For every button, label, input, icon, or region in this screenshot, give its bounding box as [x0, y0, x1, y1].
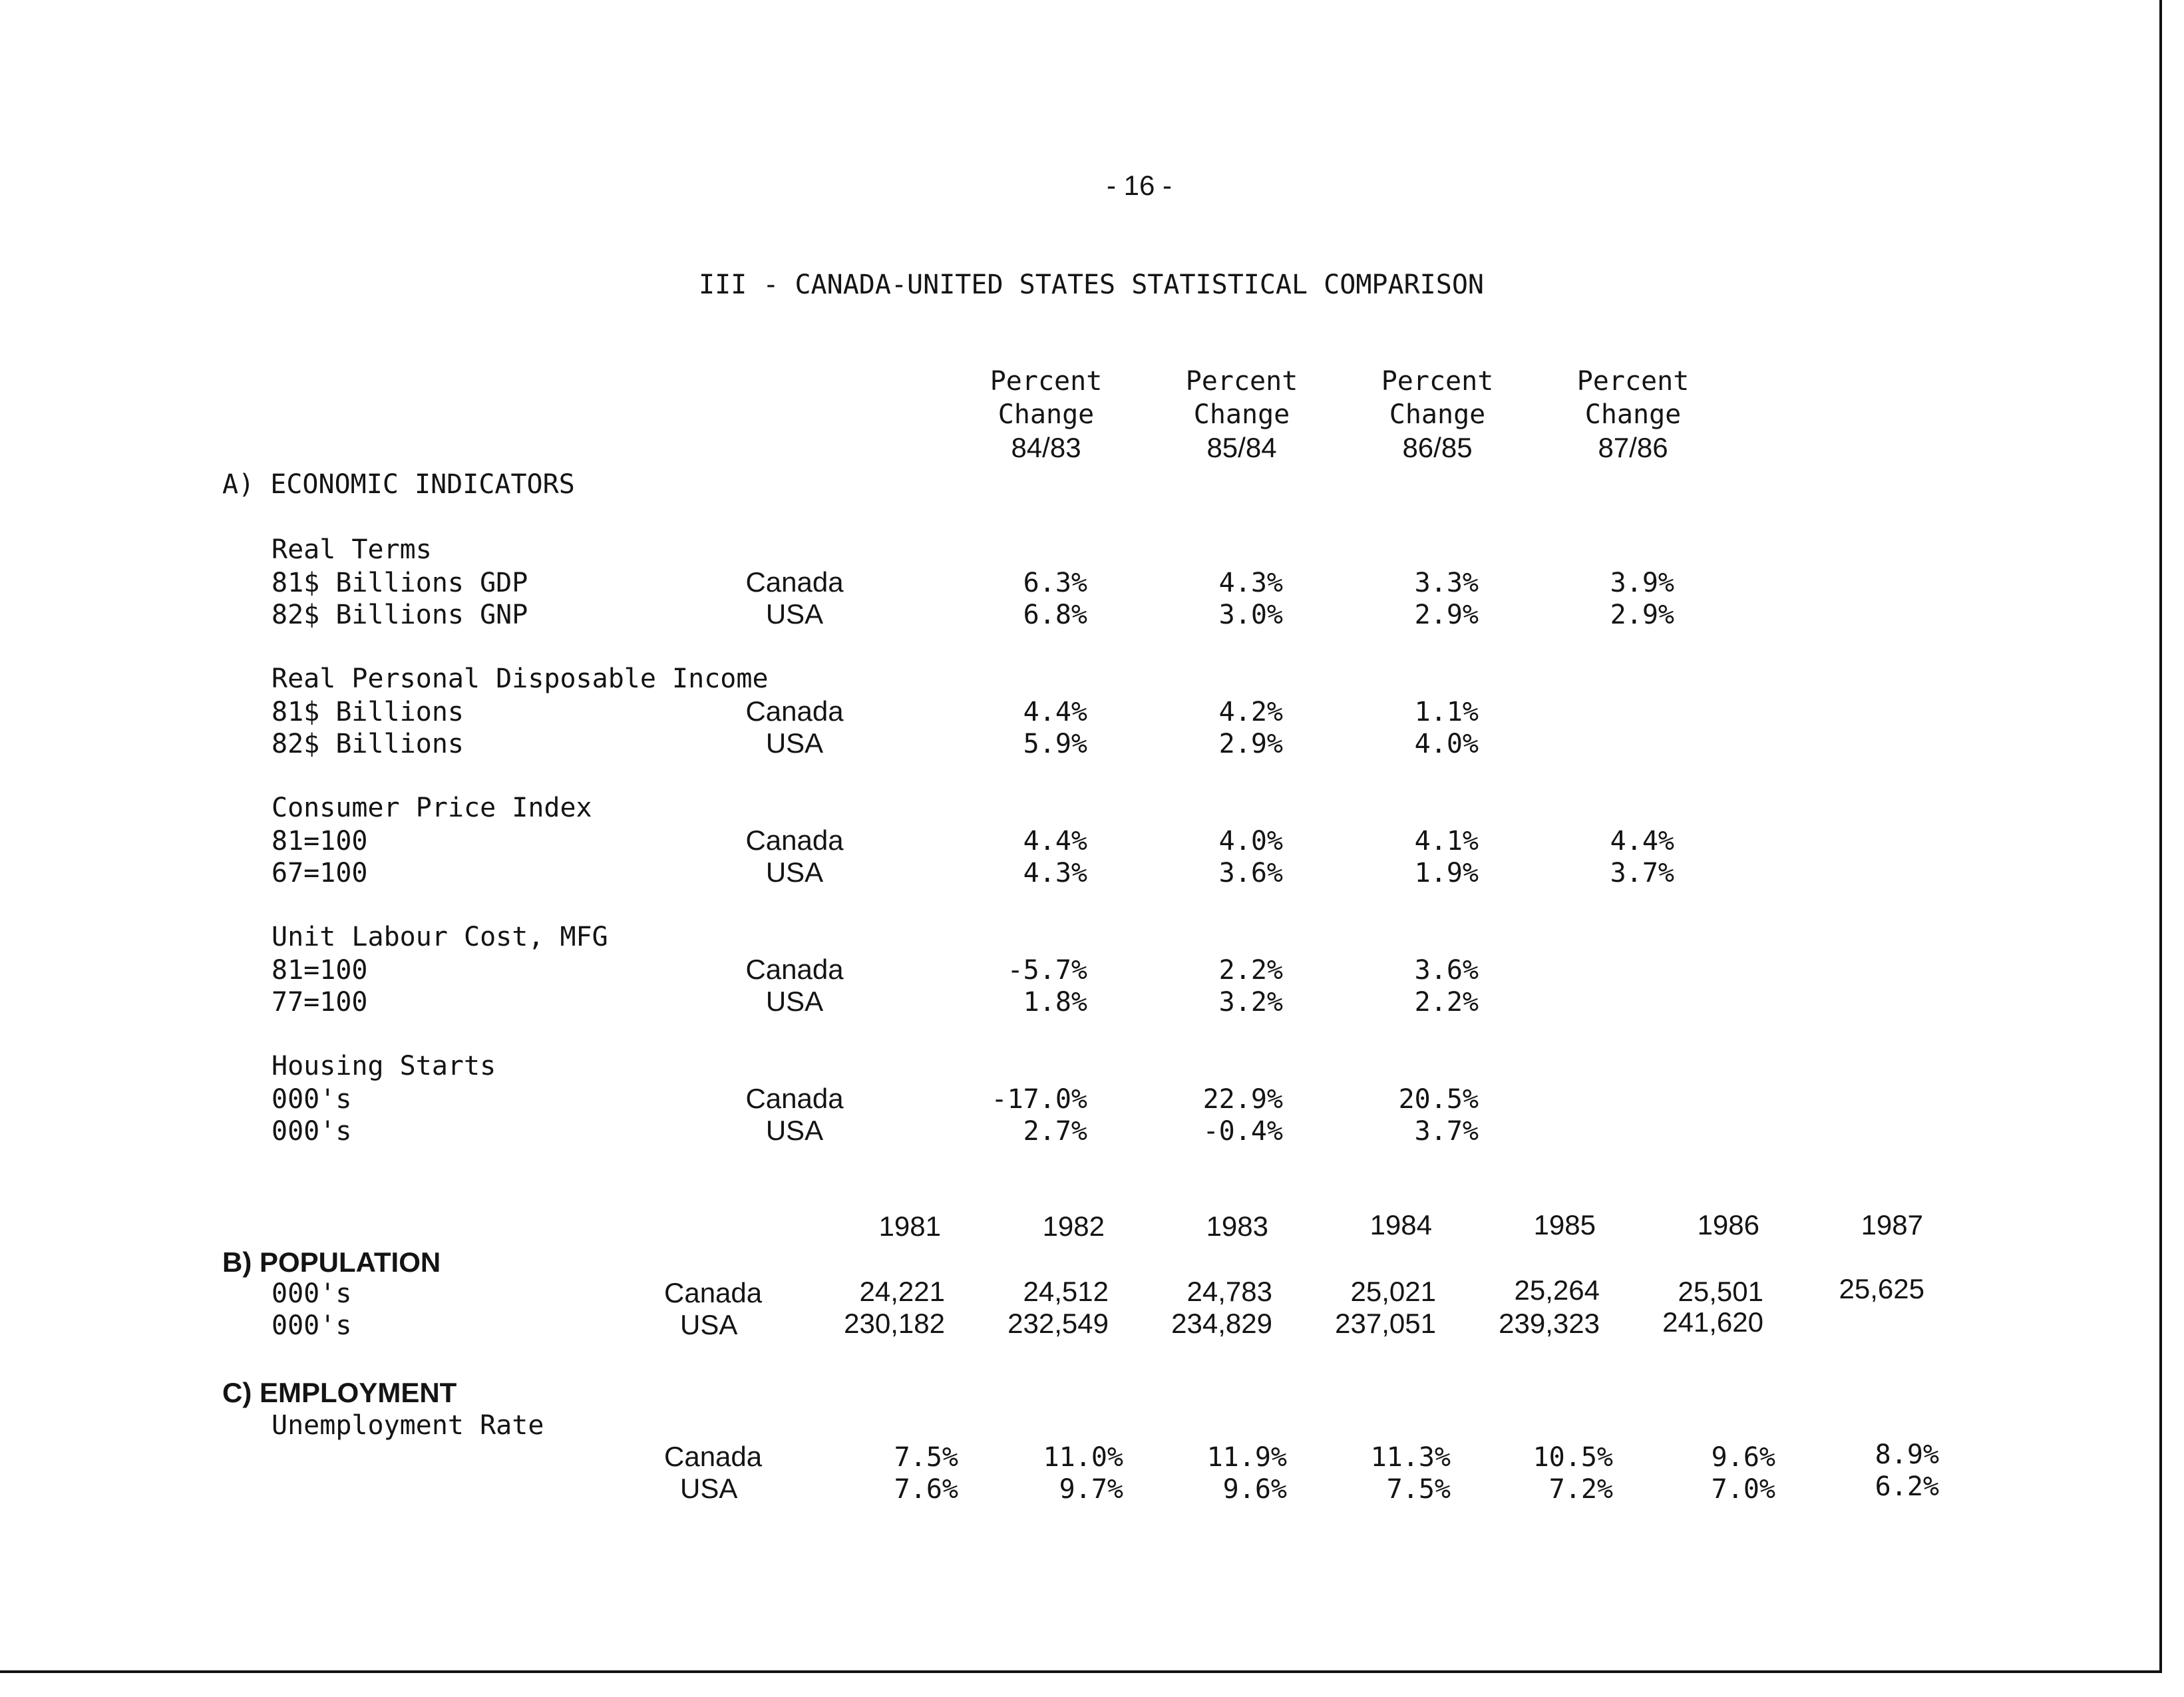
row-label: 82$ Billions	[272, 729, 464, 759]
value-cell: 1.9%	[1414, 858, 1479, 888]
value-cell: 11.9%	[1206, 1442, 1287, 1473]
value-cell: 25,625	[1839, 1273, 1924, 1304]
group-title-real-terms: Real Terms	[272, 534, 432, 565]
country-label: USA	[680, 1309, 738, 1340]
country-label: USA	[765, 986, 824, 1017]
value-cell: 232,549	[1007, 1308, 1109, 1339]
country-label: USA	[680, 1473, 738, 1504]
value-cell: 11.0%	[1043, 1442, 1123, 1473]
value-cell: 24,221	[859, 1276, 945, 1307]
year-header: 1986	[1697, 1209, 1759, 1240]
row-label: 81$ Billions	[272, 697, 464, 727]
value-cell: 6.2%	[1875, 1471, 1939, 1502]
value-cell: 4.1%	[1414, 826, 1479, 856]
column-header-86-85: Percent Change 86/85	[1381, 366, 1494, 463]
year-header: 1985	[1533, 1209, 1596, 1240]
value-cell: -17.0%	[991, 1084, 1087, 1115]
country-label: USA	[765, 856, 824, 888]
value-cell: 239,323	[1499, 1308, 1600, 1339]
value-cell: 8.9%	[1875, 1439, 1939, 1470]
group-title-disposable-income: Real Personal Disposable Income	[272, 663, 769, 694]
value-cell: -0.4%	[1202, 1116, 1283, 1147]
row-label: 81=100	[272, 955, 368, 986]
page-number: - 16 -	[1106, 170, 1173, 201]
value-cell: 237,051	[1335, 1308, 1436, 1339]
value-cell: 6.3%	[1023, 568, 1087, 598]
row-label: 000's	[272, 1310, 352, 1341]
group-title-unit-labour-cost: Unit Labour Cost, MFG	[272, 922, 608, 952]
year-header: 1981	[878, 1211, 941, 1242]
value-cell: -5.7%	[1007, 955, 1087, 986]
value-cell: 7.5%	[1386, 1474, 1451, 1505]
value-cell: 3.0%	[1218, 600, 1283, 630]
value-cell: 25,501	[1678, 1276, 1763, 1307]
value-cell: 3.7%	[1414, 1116, 1479, 1147]
value-cell: 6.8%	[1023, 600, 1087, 630]
value-cell: 10.5%	[1533, 1442, 1613, 1473]
column-header-84-83: Percent Change 84/83	[990, 366, 1103, 463]
group-title-cpi: Consumer Price Index	[272, 793, 592, 823]
value-cell: 4.0%	[1414, 729, 1479, 759]
column-header-87-86: Percent Change 87/86	[1576, 366, 1690, 463]
country-label: Canada	[745, 825, 844, 856]
value-cell: 20.5%	[1398, 1084, 1479, 1115]
value-cell: 4.3%	[1023, 858, 1087, 888]
row-label: 000's	[272, 1278, 352, 1309]
value-cell: 22.9%	[1202, 1084, 1283, 1115]
year-header: 1984	[1369, 1209, 1432, 1240]
value-cell: 3.9%	[1610, 568, 1674, 598]
country-label: Canada	[745, 954, 844, 985]
value-cell: 2.9%	[1414, 600, 1479, 630]
value-cell: 11.3%	[1370, 1442, 1451, 1473]
year-header: 1983	[1206, 1211, 1268, 1242]
section-b-heading: B) POPULATION	[222, 1246, 441, 1278]
subheading-unemployment-rate: Unemployment Rate	[272, 1410, 544, 1441]
value-cell: 7.6%	[894, 1474, 958, 1505]
value-cell: 3.6%	[1414, 955, 1479, 986]
country-label: Canada	[745, 695, 844, 727]
section-c-heading: C) EMPLOYMENT	[222, 1377, 457, 1408]
value-cell: 4.4%	[1610, 826, 1674, 856]
value-cell: 4.2%	[1218, 697, 1283, 727]
value-cell: 9.6%	[1711, 1442, 1775, 1473]
value-cell: 230,182	[844, 1308, 945, 1339]
country-label: USA	[765, 1115, 824, 1146]
row-label: 000's	[272, 1116, 352, 1147]
value-cell: 2.2%	[1218, 955, 1283, 986]
value-cell: 1.1%	[1414, 697, 1479, 727]
country-label: Canada	[745, 566, 844, 598]
value-cell: 25,264	[1514, 1274, 1600, 1306]
value-cell: 4.4%	[1023, 826, 1087, 856]
value-cell: 25,021	[1350, 1276, 1436, 1307]
value-cell: 5.9%	[1023, 729, 1087, 759]
value-cell: 3.3%	[1414, 568, 1479, 598]
country-label: Canada	[664, 1277, 763, 1308]
row-label: 67=100	[272, 858, 368, 888]
row-label: 000's	[272, 1084, 352, 1115]
value-cell: 3.7%	[1610, 858, 1674, 888]
row-label: 77=100	[272, 987, 368, 1018]
country-label: Canada	[745, 1083, 844, 1114]
row-label: 81$ Billions GDP	[272, 568, 528, 598]
value-cell: 1.8%	[1023, 987, 1087, 1018]
row-label: 82$ Billions GNP	[272, 600, 528, 630]
value-cell: 9.6%	[1222, 1474, 1287, 1505]
value-cell: 24,783	[1186, 1276, 1272, 1307]
value-cell: 4.3%	[1218, 568, 1283, 598]
value-cell: 4.4%	[1023, 697, 1087, 727]
value-cell: 24,512	[1023, 1276, 1109, 1307]
year-header: 1982	[1042, 1211, 1105, 1242]
value-cell: 3.6%	[1218, 858, 1283, 888]
section-a-heading: A) ECONOMIC INDICATORS	[222, 469, 575, 500]
year-header: 1987	[1861, 1209, 1923, 1240]
value-cell: 7.2%	[1548, 1474, 1613, 1505]
value-cell: 2.9%	[1218, 729, 1283, 759]
value-cell: 2.7%	[1023, 1116, 1087, 1147]
value-cell: 3.2%	[1218, 987, 1283, 1018]
value-cell: 234,829	[1171, 1308, 1272, 1339]
page-right-rule	[2159, 0, 2162, 1673]
group-title-housing-starts: Housing Starts	[272, 1051, 496, 1081]
value-cell: 2.9%	[1610, 600, 1674, 630]
row-label: 81=100	[272, 826, 368, 856]
country-label: Canada	[664, 1441, 763, 1472]
value-cell: 9.7%	[1059, 1474, 1123, 1505]
page-title: III - CANADA-UNITED STATES STATISTICAL COMPARISON	[698, 270, 1485, 300]
column-header-85-84: Percent Change 85/84	[1185, 366, 1298, 463]
value-cell: 7.0%	[1711, 1474, 1775, 1505]
country-label: USA	[765, 727, 824, 759]
value-cell: 4.0%	[1218, 826, 1283, 856]
value-cell: 2.2%	[1414, 987, 1479, 1018]
value-cell: 241,620	[1662, 1306, 1763, 1338]
value-cell: 7.5%	[894, 1442, 958, 1473]
page-bottom-rule	[0, 1670, 2159, 1673]
country-label: USA	[765, 598, 824, 630]
